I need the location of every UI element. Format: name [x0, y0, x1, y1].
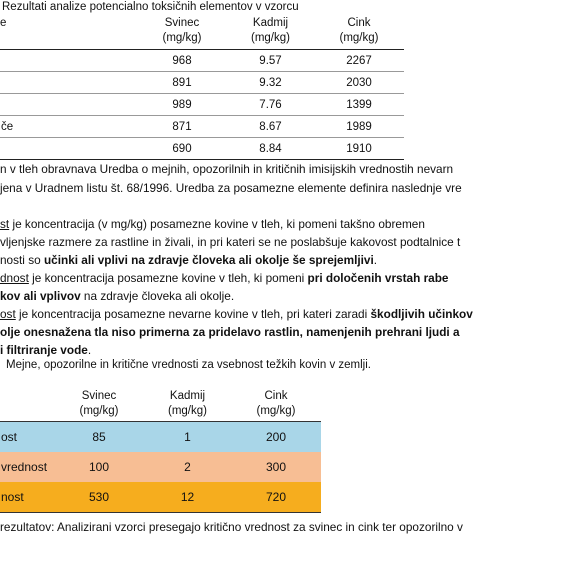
table-row-opozorilna — [0, 452, 321, 482]
lead-cell: 871 — [137, 116, 227, 138]
definition-text: je koncentracija posamezne kovine v tleh, ki pomeni — [28, 271, 308, 285]
column-header-sample: e — [0, 14, 137, 50]
definition-kriticna-line-3 — [0, 341, 91, 359]
zinc-cell: 720 — [231, 482, 321, 513]
sample-cell — [0, 138, 137, 160]
table-row — [0, 50, 404, 72]
term-kriticna: ost — [0, 307, 16, 321]
term-mejna: st — [0, 217, 10, 231]
sample-cell — [0, 50, 137, 72]
definition-text: nosti so — [0, 253, 44, 267]
emphasis-text: škodljivih učinkov — [370, 307, 473, 321]
intro-line-1: n v tleh obravnava Uredba o mejnih, opozorilnih in kritičnih imisijskih vrednostih nevarn — [0, 162, 454, 176]
definition-text: je koncentracija posamezne nevarne kovine v tleh, pri kateri zaradi — [15, 307, 371, 321]
column-header-cadmium: Kadmij (mg/kg) — [144, 389, 231, 422]
column-header-lead: Svinec (mg/kg) — [137, 14, 227, 50]
table2-caption: Mejne, opozorilne in kritične vrednosti za vsebnost težkih kovin v zemlji. — [6, 359, 371, 371]
definition-kriticna-line-2 — [0, 323, 460, 341]
column-header-zinc: Cink (mg/kg) — [314, 14, 404, 50]
lead-cell: 690 — [137, 138, 227, 160]
sample-cell — [0, 94, 137, 116]
column-header-zinc: Cink (mg/kg) — [231, 389, 321, 422]
zinc-cell: 2267 — [314, 50, 404, 72]
limit-label-cell: nost — [0, 482, 54, 513]
lead-cell: 968 — [137, 50, 227, 72]
term-opozorilna: dnost — [0, 271, 29, 285]
table-row — [0, 72, 404, 94]
lead-cell: 100 — [54, 452, 144, 482]
emphasis-text: kov ali vplivov — [0, 289, 81, 303]
zinc-cell: 1989 — [314, 116, 404, 138]
table-row — [0, 116, 404, 138]
cadmium-cell: 1 — [144, 422, 231, 453]
lead-cell: 891 — [137, 72, 227, 94]
limit-label-cell: ost — [0, 422, 54, 453]
definition-opozorilna — [0, 269, 449, 287]
definition-mejna — [0, 215, 425, 233]
definition-text: na zdravje človeka ali okolje. — [80, 289, 235, 303]
zinc-cell: 2030 — [314, 72, 404, 94]
lead-cell: 85 — [54, 422, 144, 453]
definition-kriticna — [0, 305, 473, 323]
cadmium-cell: 2 — [144, 452, 231, 482]
table-row — [0, 138, 404, 160]
cadmium-cell: 8.84 — [227, 138, 314, 160]
column-header-cadmium: Kadmij (mg/kg) — [227, 14, 314, 50]
emphasis-text: pri določenih vrstah rabe — [307, 271, 449, 285]
emphasis-text: i filtriranje vode — [0, 343, 88, 357]
definition-text: je koncentracija (v mg/kg) posamezne kovine v tleh, ki pomeni takšno obremen — [9, 217, 425, 231]
column-header-lead: Svinec (mg/kg) — [54, 389, 144, 422]
intro-line-2: jena v Uradnem listu št. 68/1996. Uredba za posamezne elemente definira naslednje vre — [0, 181, 462, 195]
cadmium-cell: 9.32 — [227, 72, 314, 94]
emphasis-text: učinki ali vplivi na zdravje človeka ali okolje še sprejemljivi — [43, 253, 374, 267]
zinc-cell: 200 — [231, 422, 321, 453]
cadmium-cell: 9.57 — [227, 50, 314, 72]
table-header-row — [0, 389, 321, 422]
emphasis-text: olje onesnažena tla niso primerna za pridelavo rastlin, namenjenih prehrani ljudi a — [0, 325, 460, 339]
cadmium-cell: 7.76 — [227, 94, 314, 116]
definition-text: . — [87, 343, 92, 357]
zinc-cell: 1399 — [314, 94, 404, 116]
definition-text: . — [373, 253, 378, 267]
table-row-kriticna — [0, 482, 321, 513]
limits-table — [0, 389, 321, 513]
lead-cell: 530 — [54, 482, 144, 513]
definition-mejna-line-2: vljenjske razmere za rastline in živali, in pri kateri se ne poslabšuje kakovost podtalnice t — [0, 235, 461, 249]
table1-caption: Rezultati analize potencialno toksičnih elementov v vzorcu — [2, 1, 299, 13]
conclusion-text: rezultatov: Analizirani vzorci presegajo kritično vrednost za svinec in cink ter opozorilno v — [0, 520, 463, 534]
column-header-limit — [0, 389, 54, 422]
definition-mejna-line-3 — [0, 251, 377, 269]
results-table — [0, 14, 404, 160]
limit-label-cell: vrednost — [0, 452, 54, 482]
table-header-row — [0, 14, 404, 50]
table-row — [0, 94, 404, 116]
lead-cell: 989 — [137, 94, 227, 116]
sample-cell — [0, 72, 137, 94]
sample-cell: če — [0, 116, 137, 138]
zinc-cell: 300 — [231, 452, 321, 482]
cadmium-cell: 12 — [144, 482, 231, 513]
zinc-cell: 1910 — [314, 138, 404, 160]
cadmium-cell: 8.67 — [227, 116, 314, 138]
definition-opozorilna-line-2 — [0, 287, 234, 305]
table-row-mejna — [0, 422, 321, 453]
